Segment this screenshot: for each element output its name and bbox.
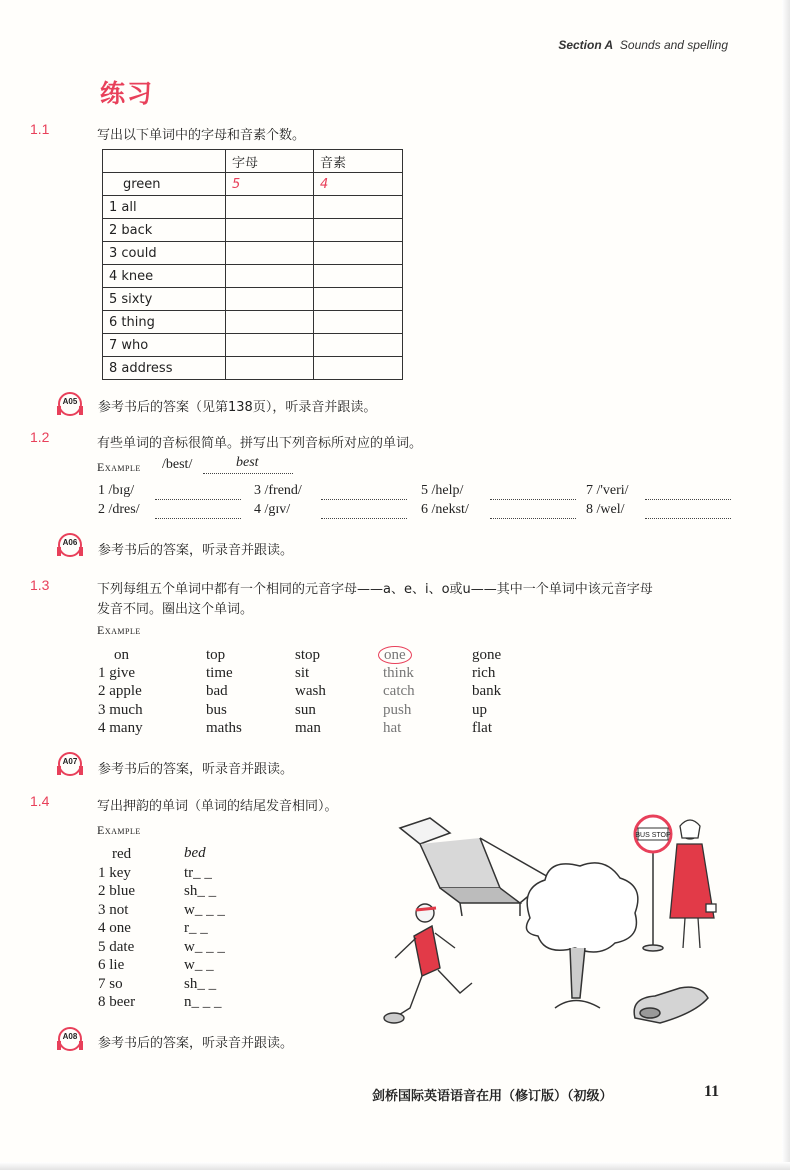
woman-drawing (670, 820, 716, 948)
exercise-number: 1.2 (30, 429, 50, 445)
audio-track-label: A07 (62, 757, 78, 766)
answer-reference: 参考书后的答案，听录音并跟读。 (98, 1036, 294, 1051)
word[interactable]: sit (295, 665, 310, 681)
exercise-instruction: 写出以下单词中的字母和音素个数。 (97, 128, 306, 143)
word[interactable]: think (383, 665, 414, 681)
page-edge-right (782, 0, 790, 1170)
table-row (103, 311, 403, 334)
answer-cell[interactable] (314, 219, 403, 242)
answer-line[interactable] (645, 503, 731, 519)
word: stop (295, 647, 321, 663)
word[interactable]: man (295, 720, 321, 736)
audio-track-label: A08 (62, 1032, 78, 1041)
answer-line[interactable] (490, 484, 576, 500)
answer-cell[interactable] (226, 357, 314, 380)
table-cell-answer: 5 (226, 173, 314, 196)
exercise-instruction: 写出押韵的单词（单词的结尾发音相同）。 (97, 799, 338, 814)
ipa-item: 2 /dres/ (98, 502, 140, 517)
table-row (103, 173, 403, 196)
word[interactable]: time (206, 665, 233, 681)
exercise-number: 1.4 (30, 793, 50, 809)
book-title-footer: 剑桥国际英语语音在用（修订版）（初级） (372, 1089, 613, 1104)
answer-cell[interactable] (314, 288, 403, 311)
table-cell-word: 3 could (103, 242, 226, 265)
ipa-item: 5 /help/ (421, 483, 464, 498)
ipa-item: 4 /gɪv/ (254, 502, 291, 517)
example-answer: best (236, 455, 259, 470)
table-cell-word: 6 thing (103, 311, 226, 334)
answer-line[interactable] (321, 503, 407, 519)
section-subtitle: Sounds and spelling (619, 38, 728, 52)
exercise-instruction: 下列每组五个单词中都有一个相同的元音字母——a、e、i、o或u——其中一个单词中该元音字母 (97, 582, 653, 597)
example-label: Example (97, 460, 141, 474)
answer-cell[interactable] (226, 265, 314, 288)
word: gone (472, 647, 502, 663)
word: 5 date (98, 939, 135, 955)
table-row (103, 357, 403, 380)
page-number: 11 (704, 1083, 720, 1100)
example-ipa: /best/ (162, 457, 193, 472)
ipa-item: 3 /frend/ (254, 483, 302, 498)
answer-cell[interactable] (314, 311, 403, 334)
answer-cell[interactable] (226, 334, 314, 357)
word[interactable]: bad (206, 683, 228, 699)
word[interactable]: maths (206, 720, 242, 736)
answer-cell[interactable] (314, 265, 403, 288)
audio-track-icon[interactable] (58, 1027, 82, 1051)
exercise-number: 1.1 (30, 121, 50, 137)
word: 8 beer (98, 994, 136, 1010)
runner-drawing (384, 904, 472, 1023)
table-cell-word: green (103, 173, 226, 196)
rhyme-blank[interactable]: w_ _ _ (184, 939, 225, 955)
word[interactable]: push (383, 702, 412, 718)
shoe-drawing (634, 987, 708, 1023)
table-cell-word: 2 back (103, 219, 226, 242)
running-head (558, 38, 728, 52)
answer-line[interactable] (155, 484, 241, 500)
column-header: 音素 (314, 150, 403, 173)
answer-cell[interactable] (226, 219, 314, 242)
answer-cell[interactable] (314, 334, 403, 357)
word: 7 so (98, 976, 123, 992)
word[interactable]: catch (383, 683, 415, 699)
rhyme-blank[interactable]: n_ _ _ (184, 994, 222, 1010)
column-header: 字母 (226, 150, 314, 173)
word[interactable]: up (472, 702, 487, 718)
word: 2 blue (98, 883, 136, 899)
word[interactable]: flat (472, 720, 492, 736)
answer-cell[interactable] (314, 357, 403, 380)
audio-track-icon[interactable] (58, 392, 82, 416)
audio-track-label: A05 (62, 397, 78, 406)
ipa-item: 8 /wel/ (586, 502, 625, 517)
answer-reference: 参考书后的答案，听录音并跟读。 (98, 762, 294, 777)
answer-reference: 参考书后的答案，听录音并跟读。 (98, 543, 294, 558)
bus-stop-sign (635, 816, 671, 951)
word: 1 give (98, 665, 136, 681)
table-row (103, 334, 403, 357)
word: 4 many (98, 720, 143, 736)
answer-cell[interactable] (226, 196, 314, 219)
ipa-item: 1 /bɪg/ (98, 483, 135, 498)
rhyme-blank[interactable]: tr_ _ (184, 865, 212, 881)
answer-line[interactable] (490, 503, 576, 519)
table-row (103, 288, 403, 311)
answer-cell[interactable] (314, 196, 403, 219)
example-label: Example (97, 823, 141, 837)
rhyme-illustration (380, 808, 730, 1048)
answer-line[interactable] (645, 484, 731, 500)
table-row (103, 196, 403, 219)
rhyme-blank[interactable]: w_ _ _ (184, 902, 225, 918)
bus-stop-text: BUS STOP (635, 832, 671, 839)
answer-cell[interactable] (226, 311, 314, 334)
audio-track-icon[interactable] (58, 752, 82, 776)
word[interactable]: bus (206, 702, 227, 718)
word[interactable]: rich (472, 665, 496, 681)
example-label: Example (97, 623, 141, 637)
word[interactable]: bank (472, 683, 502, 699)
tree-drawing (526, 863, 637, 1008)
word[interactable]: sun (295, 702, 316, 718)
ipa-item: 7 /'veri/ (586, 483, 629, 498)
table-cell-word: 5 sixty (103, 288, 226, 311)
table-cell-word: 8 address (103, 357, 226, 380)
answer-cell[interactable] (226, 288, 314, 311)
word: on (114, 647, 129, 663)
answer-reference: 参考书后的答案（见第138页），听录音并跟读。 (98, 400, 377, 415)
answer-cell[interactable] (226, 242, 314, 265)
word[interactable]: wash (295, 683, 326, 699)
answer-line[interactable] (321, 484, 407, 500)
word: 1 key (98, 865, 131, 881)
word: 3 not (98, 902, 129, 918)
exercise-number: 1.3 (30, 577, 50, 593)
word: 4 one (98, 920, 131, 936)
answer-line[interactable] (155, 503, 241, 519)
table-row (103, 242, 403, 265)
audio-track-label: A06 (62, 538, 78, 547)
circled-answer: one (378, 646, 412, 664)
table-cell-word: 4 knee (103, 265, 226, 288)
page-edge-bottom (0, 1162, 790, 1170)
table-cell-word: 7 who (103, 334, 226, 357)
rhyme-blank[interactable]: sh_ _ (184, 883, 217, 899)
audio-track-icon[interactable] (58, 533, 82, 557)
page-title: 练习 (100, 79, 155, 108)
rhyme-blank[interactable]: w_ _ (184, 957, 214, 973)
section-label: Section A (558, 38, 614, 52)
table-row (103, 219, 403, 242)
rhyme-blank[interactable]: r_ _ (184, 920, 208, 936)
circled-word (383, 647, 412, 664)
table-cell-word: 1 all (103, 196, 226, 219)
ipa-item: 6 /nekst/ (421, 502, 469, 517)
answer-cell[interactable] (314, 242, 403, 265)
table-header-row (103, 150, 403, 173)
word[interactable]: hat (383, 720, 402, 736)
word: 2 apple (98, 683, 142, 699)
letters-phonemes-table (102, 149, 403, 380)
example-rhyme: bed (184, 845, 206, 861)
table-cell-answer: 4 (314, 173, 403, 196)
word: 3 much (98, 702, 143, 718)
word: red (112, 846, 132, 862)
word: 6 lie (98, 957, 125, 973)
exercise-instruction: 发音不同。圈出这个单词。 (97, 602, 254, 617)
table-row (103, 265, 403, 288)
word: top (206, 647, 226, 663)
rhyme-blank[interactable]: sh_ _ (184, 976, 217, 992)
exercise-instruction: 有些单词的音标很简单。拼写出下列音标所对应的单词。 (97, 436, 423, 451)
